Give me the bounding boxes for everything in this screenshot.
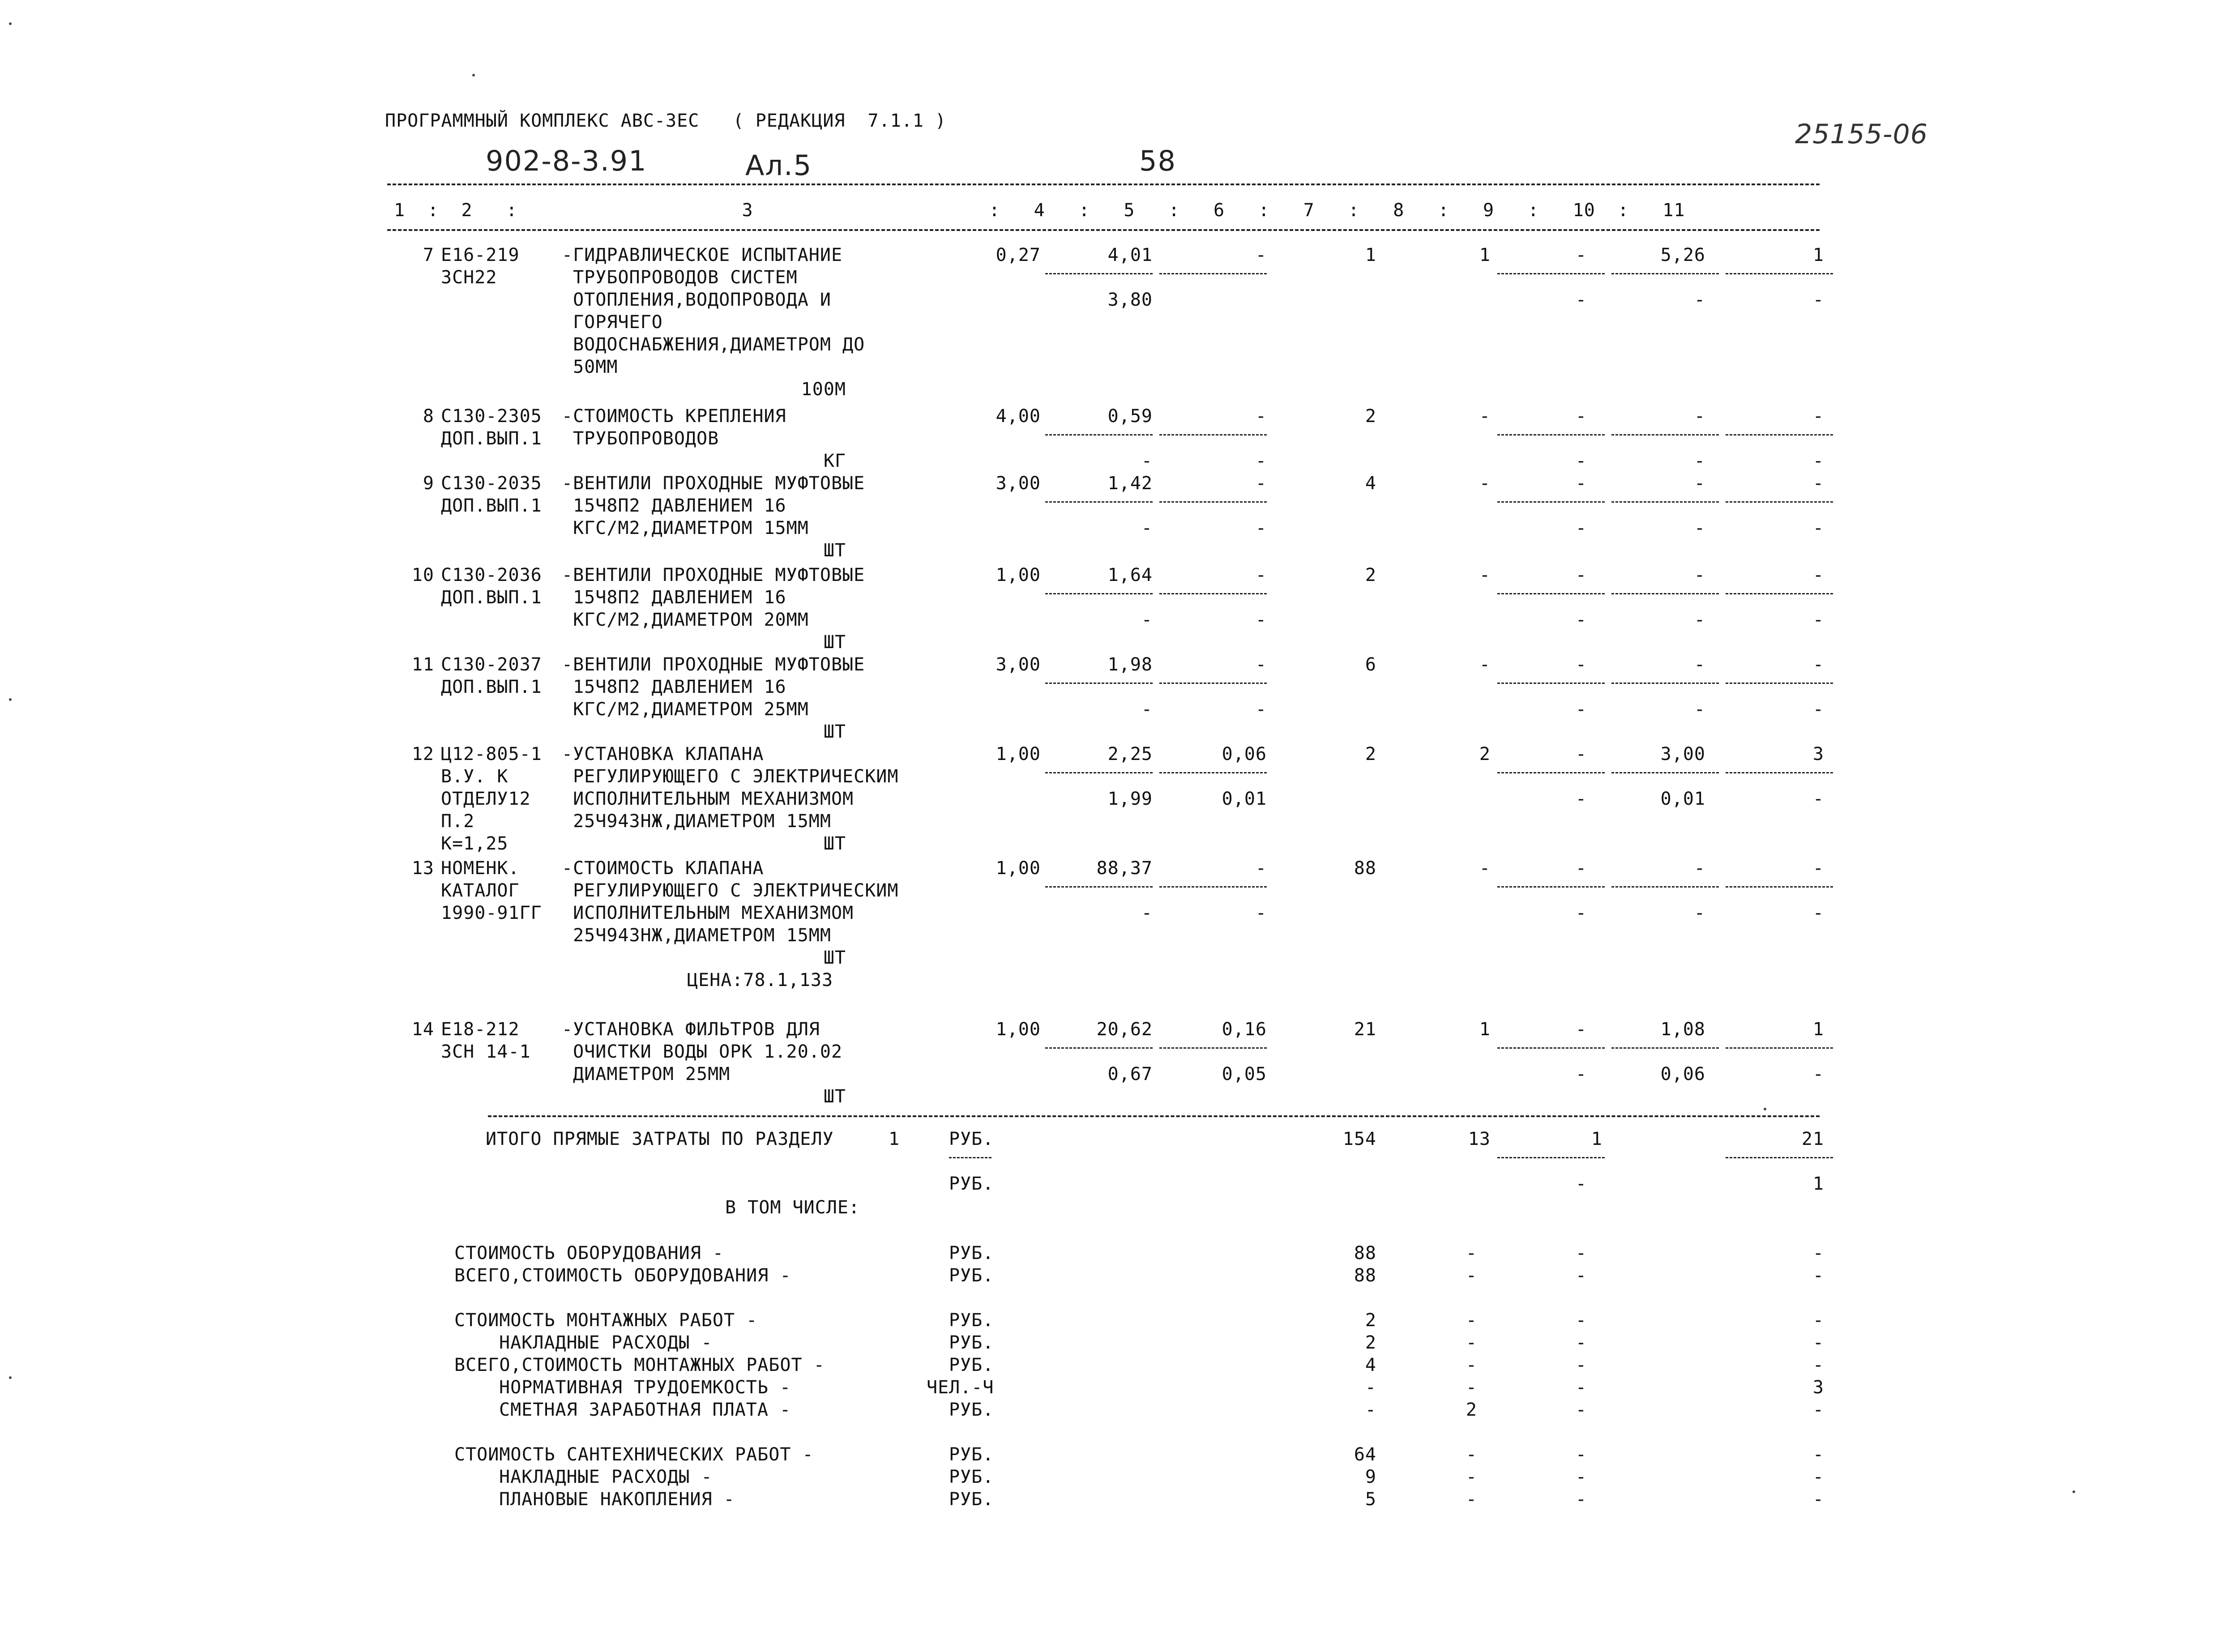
unit-label: КГ <box>823 451 846 471</box>
col11-sub-value: - <box>1812 518 1824 538</box>
code-line: НОМЕНК. <box>441 858 520 879</box>
col10-sub-value: - <box>1694 610 1705 630</box>
col10-sub-value: - <box>1694 290 1705 310</box>
summary-col8: - <box>1466 1310 1477 1331</box>
description-line: 25Ч943НЖ,ДИАМЕТРОМ 15ММ <box>562 811 831 832</box>
col6-value: - <box>1255 406 1267 427</box>
col8-value: 2 <box>1479 744 1491 764</box>
col7-value: 2 <box>1365 406 1376 427</box>
code-line: С130-2035 <box>441 473 542 494</box>
description-line: -ГИДРАВЛИЧЕСКОЕ ИСПЫТАНИЕ <box>562 245 843 265</box>
col5-sub-value: - <box>1141 451 1153 471</box>
code-line: П.2 <box>441 811 475 832</box>
col11-value: - <box>1812 654 1824 675</box>
cell-divider <box>1159 886 1267 888</box>
code-line: К=1,25 <box>441 833 508 854</box>
col7-value: 21 <box>1354 1019 1376 1040</box>
col11-sub-value: - <box>1812 451 1824 471</box>
col4-qty: 1,00 <box>996 565 1041 585</box>
summary-col7: 9 <box>1365 1467 1376 1487</box>
total-divider <box>949 1157 991 1158</box>
col6-sub-value: - <box>1255 451 1267 471</box>
summary-col7: 64 <box>1354 1444 1376 1465</box>
total-col9-sub: - <box>1575 1174 1587 1194</box>
unit-label: ШТ <box>823 833 846 854</box>
summary-col9: - <box>1575 1400 1587 1420</box>
summary-col7: - <box>1365 1377 1376 1398</box>
col4-qty: 3,00 <box>996 654 1041 675</box>
col9-value: - <box>1575 654 1587 675</box>
col6-value: - <box>1255 473 1267 494</box>
scan-speck <box>9 22 12 25</box>
row-number: 7 <box>423 245 434 265</box>
cell-divider <box>1497 434 1605 435</box>
cell-divider <box>1045 434 1153 435</box>
summary-col8: - <box>1466 1489 1477 1510</box>
col8-value: - <box>1479 565 1491 585</box>
col5-sub-value: - <box>1141 699 1153 720</box>
col9-value: - <box>1575 473 1587 494</box>
summary-col7: 2 <box>1365 1310 1376 1331</box>
description-line: -ВЕНТИЛИ ПРОХОДНЫЕ МУФТОВЫЕ <box>562 565 865 585</box>
cell-divider <box>1497 593 1605 594</box>
cell-divider <box>1045 886 1153 888</box>
row-number: 9 <box>423 473 434 494</box>
code-line: С130-2037 <box>441 654 542 675</box>
col6-sub-value: - <box>1255 518 1267 538</box>
col10-value: - <box>1694 473 1705 494</box>
col5-sub-value: - <box>1141 903 1153 923</box>
col11-sub-value: - <box>1812 1064 1824 1084</box>
unit-label: ШТ <box>823 1086 846 1107</box>
col5-sub-value: - <box>1141 518 1153 538</box>
cell-divider <box>1726 683 1833 684</box>
col5-value: 0,59 <box>1107 406 1153 427</box>
description-line: ОТОПЛЕНИЯ,ВОДОПРОВОДА И <box>562 290 831 310</box>
total-col8: 13 <box>1468 1129 1491 1149</box>
col11-value: - <box>1812 858 1824 879</box>
description-line: ГОРЯЧЕГО <box>562 312 663 333</box>
col11-value: - <box>1812 473 1824 494</box>
col9-sub-value: - <box>1575 290 1587 310</box>
summary-unit: РУБ. <box>949 1243 994 1264</box>
cell-divider <box>1726 434 1833 435</box>
summary-col9: - <box>1575 1310 1587 1331</box>
col10-value: - <box>1694 858 1705 879</box>
summary-col7: 5 <box>1365 1489 1376 1510</box>
row-number: 12 <box>411 744 434 764</box>
total-unit: РУБ. <box>949 1129 994 1149</box>
col11-sub-value: - <box>1812 903 1824 923</box>
col6-sub-value: - <box>1255 699 1267 720</box>
summary-col11: - <box>1812 1310 1824 1331</box>
col6-sub-value: - <box>1255 610 1267 630</box>
summary-unit: ЧЕЛ.-Ч <box>927 1377 994 1398</box>
unit-label: ШТ <box>823 948 846 968</box>
col7-value: 6 <box>1365 654 1376 675</box>
summary-col9: - <box>1575 1355 1587 1375</box>
col8-value: - <box>1479 858 1491 879</box>
summary-col11: - <box>1812 1265 1824 1286</box>
col6-sub-value: - <box>1255 903 1267 923</box>
col10-sub-value: 0,06 <box>1660 1064 1705 1084</box>
col4-qty: 0,27 <box>996 245 1041 265</box>
cell-divider <box>1611 501 1719 503</box>
header-rule-bottom <box>387 229 1820 231</box>
cell-divider <box>1726 501 1833 503</box>
description-line: ИСПОЛНИТЕЛЬНЫМ МЕХАНИЗМОМ <box>562 903 854 923</box>
cell-divider <box>1497 1047 1605 1049</box>
scan-speck <box>9 698 12 701</box>
col9-sub-value: - <box>1575 699 1587 720</box>
code-line: Е18-212 <box>441 1019 520 1040</box>
summary-label: ВСЕГО,СТОИМОСТЬ МОНТАЖНЫХ РАБОТ - <box>454 1355 825 1375</box>
summary-col8: - <box>1466 1355 1477 1375</box>
including-label: В ТОМ ЧИСЛЕ: <box>725 1197 860 1218</box>
cell-divider <box>1045 273 1153 274</box>
col5-value: 20,62 <box>1096 1019 1153 1040</box>
code-line: ОТДЕЛУ12 <box>441 789 531 809</box>
unit-label: 100М <box>801 379 846 400</box>
summary-unit: РУБ. <box>949 1310 994 1331</box>
summary-col11: - <box>1812 1489 1824 1510</box>
album-code: 902-8-3.91 <box>486 145 647 177</box>
summary-label: НАКЛАДНЫЕ РАСХОДЫ - <box>499 1332 713 1353</box>
total-label: ИТОГО ПРЯМЫЕ ЗАТРАТЫ ПО РАЗДЕЛУ <box>486 1129 834 1149</box>
col9-sub-value: - <box>1575 903 1587 923</box>
summary-col9: - <box>1575 1377 1587 1398</box>
col10-value: 5,26 <box>1660 245 1705 265</box>
cell-divider <box>1726 273 1833 274</box>
col10-sub-value: - <box>1694 699 1705 720</box>
description-line: -ВЕНТИЛИ ПРОХОДНЫЕ МУФТОВЫЕ <box>562 473 865 494</box>
code-line: КАТАЛОГ <box>441 880 520 901</box>
col9-sub-value: - <box>1575 1064 1587 1084</box>
col8-value: - <box>1479 406 1491 427</box>
col9-sub-value: - <box>1575 789 1587 809</box>
scan-speck <box>2072 1490 2075 1493</box>
cell-divider <box>1611 434 1719 435</box>
cell-divider <box>1726 772 1833 773</box>
summary-label: НОРМАТИВНАЯ ТРУДОЕМКОСТЬ - <box>499 1377 791 1398</box>
col4-qty: 3,00 <box>996 473 1041 494</box>
col9-value: - <box>1575 1019 1587 1040</box>
summary-label: НАКЛАДНЫЕ РАСХОДЫ - <box>499 1467 713 1487</box>
summary-col11: - <box>1812 1332 1824 1353</box>
cell-divider <box>1159 683 1267 684</box>
code-line: ДОП.ВЫП.1 <box>441 428 542 449</box>
total-rule <box>488 1115 1820 1117</box>
cell-divider <box>1611 273 1719 274</box>
code-line: 1990-91ГГ <box>441 903 542 923</box>
col8-value: 1 <box>1479 1019 1491 1040</box>
total-col9: 1 <box>1591 1129 1602 1149</box>
col11-sub-value: - <box>1812 789 1824 809</box>
description-line: -СТОИМОСТЬ КЛАПАНА <box>562 858 764 879</box>
code-line: С130-2036 <box>441 565 542 585</box>
description-line: РЕГУЛИРУЮЩЕГО С ЭЛЕКТРИЧЕСКИМ <box>562 880 899 901</box>
cell-divider <box>1497 501 1605 503</box>
col9-sub-value: - <box>1575 610 1587 630</box>
summary-col8: 2 <box>1466 1400 1477 1420</box>
summary-unit: РУБ. <box>949 1467 994 1487</box>
col9-sub-value: - <box>1575 518 1587 538</box>
summary-label: ПЛАНОВЫЕ НАКОПЛЕНИЯ - <box>499 1489 735 1510</box>
col6-value: - <box>1255 654 1267 675</box>
summary-col9: - <box>1575 1243 1587 1264</box>
col6-value: - <box>1255 858 1267 879</box>
col4-qty: 4,00 <box>996 406 1041 427</box>
col11-sub-value: - <box>1812 290 1824 310</box>
col11-value: - <box>1812 565 1824 585</box>
code-line: ДОП.ВЫП.1 <box>441 677 542 697</box>
summary-col9: - <box>1575 1467 1587 1487</box>
unit-label: ШТ <box>823 721 846 742</box>
summary-col11: - <box>1812 1355 1824 1375</box>
col4-qty: 1,00 <box>996 744 1041 764</box>
row-number: 14 <box>411 1019 434 1040</box>
cell-divider <box>1726 1047 1833 1049</box>
col8-value: - <box>1479 473 1491 494</box>
col5-sub-value: 0,67 <box>1107 1064 1153 1084</box>
description-line: 15Ч8П2 ДАВЛЕНИЕМ 16 <box>562 677 786 697</box>
summary-unit: РУБ. <box>949 1332 994 1353</box>
row-number: 8 <box>423 406 434 427</box>
col7-value: 88 <box>1354 858 1376 879</box>
cell-divider <box>1611 593 1719 594</box>
col10-value: - <box>1694 565 1705 585</box>
summary-col8: - <box>1466 1243 1477 1264</box>
summary-col8: - <box>1466 1467 1477 1487</box>
header-rule-top <box>387 184 1820 185</box>
code-line: ДОП.ВЫП.1 <box>441 587 542 608</box>
col6-value: - <box>1255 245 1267 265</box>
col6-sub-value: 0,01 <box>1222 789 1267 809</box>
cell-divider <box>1611 886 1719 888</box>
description-line: КГС/М2,ДИАМЕТРОМ 25ММ <box>562 699 809 720</box>
description-line: -ВЕНТИЛИ ПРОХОДНЫЕ МУФТОВЫЕ <box>562 654 865 675</box>
col10-value: - <box>1694 654 1705 675</box>
col6-sub-value: 0,05 <box>1222 1064 1267 1084</box>
code-line: ЗСН 14-1 <box>441 1042 531 1062</box>
row-number: 11 <box>411 654 434 675</box>
col5-value: 1,42 <box>1107 473 1153 494</box>
summary-label: СТОИМОСТЬ МОНТАЖНЫХ РАБОТ - <box>454 1310 758 1331</box>
col4-qty: 1,00 <box>996 1019 1041 1040</box>
cell-divider <box>1045 501 1153 503</box>
description-line: -СТОИМОСТЬ КРЕПЛЕНИЯ <box>562 406 786 427</box>
total-section: 1 <box>889 1129 900 1149</box>
cell-divider <box>1497 772 1605 773</box>
summary-col8: - <box>1466 1265 1477 1286</box>
summary-col7: - <box>1365 1400 1376 1420</box>
col11-sub-value: - <box>1812 610 1824 630</box>
row-number: 10 <box>411 565 434 585</box>
col6-value: 0,06 <box>1222 744 1267 764</box>
album-label: Ал.5 <box>745 149 812 182</box>
column-header: 1 : 2 : 3 : 4 : 5 : 6 : 7 : 8 : 9 : 10 : 11 <box>394 200 1685 221</box>
col10-sub-value: 0,01 <box>1660 789 1705 809</box>
description-line: 15Ч8П2 ДАВЛЕНИЕМ 16 <box>562 587 786 608</box>
code-line: С130-2305 <box>441 406 542 427</box>
summary-unit: РУБ. <box>949 1265 994 1286</box>
archive-stamp: 25155-06 <box>1795 119 1928 150</box>
scan-speck <box>1764 1108 1766 1110</box>
col10-sub-value: - <box>1694 518 1705 538</box>
col9-value: - <box>1575 245 1587 265</box>
price-note: ЦЕНА:78.1,133 <box>687 970 833 990</box>
col5-sub-value: 3,80 <box>1107 290 1153 310</box>
description-line: 25Ч943НЖ,ДИАМЕТРОМ 15ММ <box>562 925 831 946</box>
summary-col9: - <box>1575 1265 1587 1286</box>
col6-value: 0,16 <box>1222 1019 1267 1040</box>
total-divider <box>1726 1157 1833 1158</box>
cell-divider <box>1726 886 1833 888</box>
code-line: Ц12-805-1 <box>441 744 542 764</box>
col5-sub-value: 1,99 <box>1107 789 1153 809</box>
summary-col11: - <box>1812 1467 1824 1487</box>
summary-unit: РУБ. <box>949 1489 994 1510</box>
summary-label: СТОИМОСТЬ САНТЕХНИЧЕСКИХ РАБОТ - <box>454 1444 814 1465</box>
cell-divider <box>1611 683 1719 684</box>
col10-sub-value: - <box>1694 903 1705 923</box>
summary-label: СМЕТНАЯ ЗАРАБОТНАЯ ПЛАТА - <box>499 1400 791 1420</box>
summary-label: СТОИМОСТЬ ОБОРУДОВАНИЯ - <box>454 1243 724 1264</box>
cell-divider <box>1045 1047 1153 1049</box>
col7-value: 2 <box>1365 565 1376 585</box>
description-line: КГС/М2,ДИАМЕТРОМ 20ММ <box>562 610 809 630</box>
scan-speck <box>472 74 475 77</box>
col10-value: - <box>1694 406 1705 427</box>
total-col7: 154 <box>1342 1129 1376 1149</box>
description-line: ОЧИСТКИ ВОДЫ ОРК 1.20.02 <box>562 1042 843 1062</box>
col11-sub-value: - <box>1812 699 1824 720</box>
col5-value: 1,98 <box>1107 654 1153 675</box>
col5-value: 2,25 <box>1107 744 1153 764</box>
col9-value: - <box>1575 406 1587 427</box>
unit-label: ШТ <box>823 632 846 653</box>
summary-col11: - <box>1812 1243 1824 1264</box>
summary-col9: - <box>1575 1489 1587 1510</box>
unit-label: ШТ <box>823 540 846 561</box>
summary-col11: 3 <box>1812 1377 1824 1398</box>
cell-divider <box>1159 273 1267 274</box>
col5-value: 4,01 <box>1107 245 1153 265</box>
description-line: 50ММ <box>562 357 618 377</box>
cell-divider <box>1045 593 1153 594</box>
description-line: ТРУБОПРОВОДОВ <box>562 428 719 449</box>
summary-col9: - <box>1575 1444 1587 1465</box>
description-line: КГС/М2,ДИАМЕТРОМ 15ММ <box>562 518 809 538</box>
page-number: 58 <box>1139 145 1176 177</box>
col5-value: 1,64 <box>1107 565 1153 585</box>
code-line: Е16-219 <box>441 245 520 265</box>
col10-value: 1,08 <box>1660 1019 1705 1040</box>
col10-value: 3,00 <box>1660 744 1705 764</box>
cell-divider <box>1159 593 1267 594</box>
total-unit-2: РУБ. <box>949 1174 994 1194</box>
description-line: ВОДОСНАБЖЕНИЯ,ДИАМЕТРОМ ДО <box>562 334 865 355</box>
description-line: -УСТАНОВКА КЛАПАНА <box>562 744 764 764</box>
code-line: ДОП.ВЫП.1 <box>441 495 542 516</box>
description-line: ИСПОЛНИТЕЛЬНЫМ МЕХАНИЗМОМ <box>562 789 854 809</box>
summary-col11: - <box>1812 1400 1824 1420</box>
summary-col11: - <box>1812 1444 1824 1465</box>
summary-col7: 88 <box>1354 1243 1376 1264</box>
col9-value: - <box>1575 744 1587 764</box>
summary-unit: РУБ. <box>949 1400 994 1420</box>
col5-value: 88,37 <box>1096 858 1153 879</box>
col9-value: - <box>1575 858 1587 879</box>
row-number: 13 <box>411 858 434 879</box>
description-line: 15Ч8П2 ДАВЛЕНИЕМ 16 <box>562 495 786 516</box>
summary-col7: 4 <box>1365 1355 1376 1375</box>
program-header: ПРОГРАММНЫЙ КОМПЛЕКС АВС-3ЕС ( РЕДАКЦИЯ 7.1.1 ) <box>385 111 947 131</box>
col5-sub-value: - <box>1141 610 1153 630</box>
cell-divider <box>1045 772 1153 773</box>
summary-label: ВСЕГО,СТОИМОСТЬ ОБОРУДОВАНИЯ - <box>454 1265 791 1286</box>
col7-value: 2 <box>1365 744 1376 764</box>
total-col11-sub: 1 <box>1812 1174 1824 1194</box>
cell-divider <box>1726 593 1833 594</box>
summary-unit: РУБ. <box>949 1355 994 1375</box>
summary-col7: 2 <box>1365 1332 1376 1353</box>
col11-value: 1 <box>1812 1019 1824 1040</box>
cell-divider <box>1497 273 1605 274</box>
col9-sub-value: - <box>1575 451 1587 471</box>
cell-divider <box>1159 501 1267 503</box>
cell-divider <box>1611 1047 1719 1049</box>
summary-col8: - <box>1466 1377 1477 1398</box>
col4-qty: 1,00 <box>996 858 1041 879</box>
code-line: В.У. К <box>441 766 508 787</box>
col7-value: 1 <box>1365 245 1376 265</box>
cell-divider <box>1497 683 1605 684</box>
scan-speck <box>9 1376 12 1379</box>
description-line: -УСТАНОВКА ФИЛЬТРОВ ДЛЯ <box>562 1019 820 1040</box>
cell-divider <box>1611 772 1719 773</box>
cell-divider <box>1159 1047 1267 1049</box>
total-col11: 21 <box>1801 1129 1824 1149</box>
col6-value: - <box>1255 565 1267 585</box>
total-divider <box>1497 1157 1605 1158</box>
summary-col9: - <box>1575 1332 1587 1353</box>
code-line: ЗСН22 <box>441 267 497 288</box>
description-line: РЕГУЛИРУЮЩЕГО С ЭЛЕКТРИЧЕСКИМ <box>562 766 899 787</box>
col8-value: 1 <box>1479 245 1491 265</box>
cell-divider <box>1045 683 1153 684</box>
summary-unit: РУБ. <box>949 1444 994 1465</box>
col11-value: 3 <box>1812 744 1824 764</box>
summary-col7: 88 <box>1354 1265 1376 1286</box>
summary-col8: - <box>1466 1444 1477 1465</box>
col11-value: - <box>1812 406 1824 427</box>
col10-sub-value: - <box>1694 451 1705 471</box>
cell-divider <box>1159 772 1267 773</box>
cell-divider <box>1159 434 1267 435</box>
col8-value: - <box>1479 654 1491 675</box>
summary-col8: - <box>1466 1332 1477 1353</box>
col11-value: 1 <box>1812 245 1824 265</box>
col9-value: - <box>1575 565 1587 585</box>
description-line: ДИАМЕТРОМ 25ММ <box>562 1064 731 1084</box>
col7-value: 4 <box>1365 473 1376 494</box>
description-line: ТРУБОПРОВОДОВ СИСТЕМ <box>562 267 798 288</box>
cell-divider <box>1497 886 1605 888</box>
